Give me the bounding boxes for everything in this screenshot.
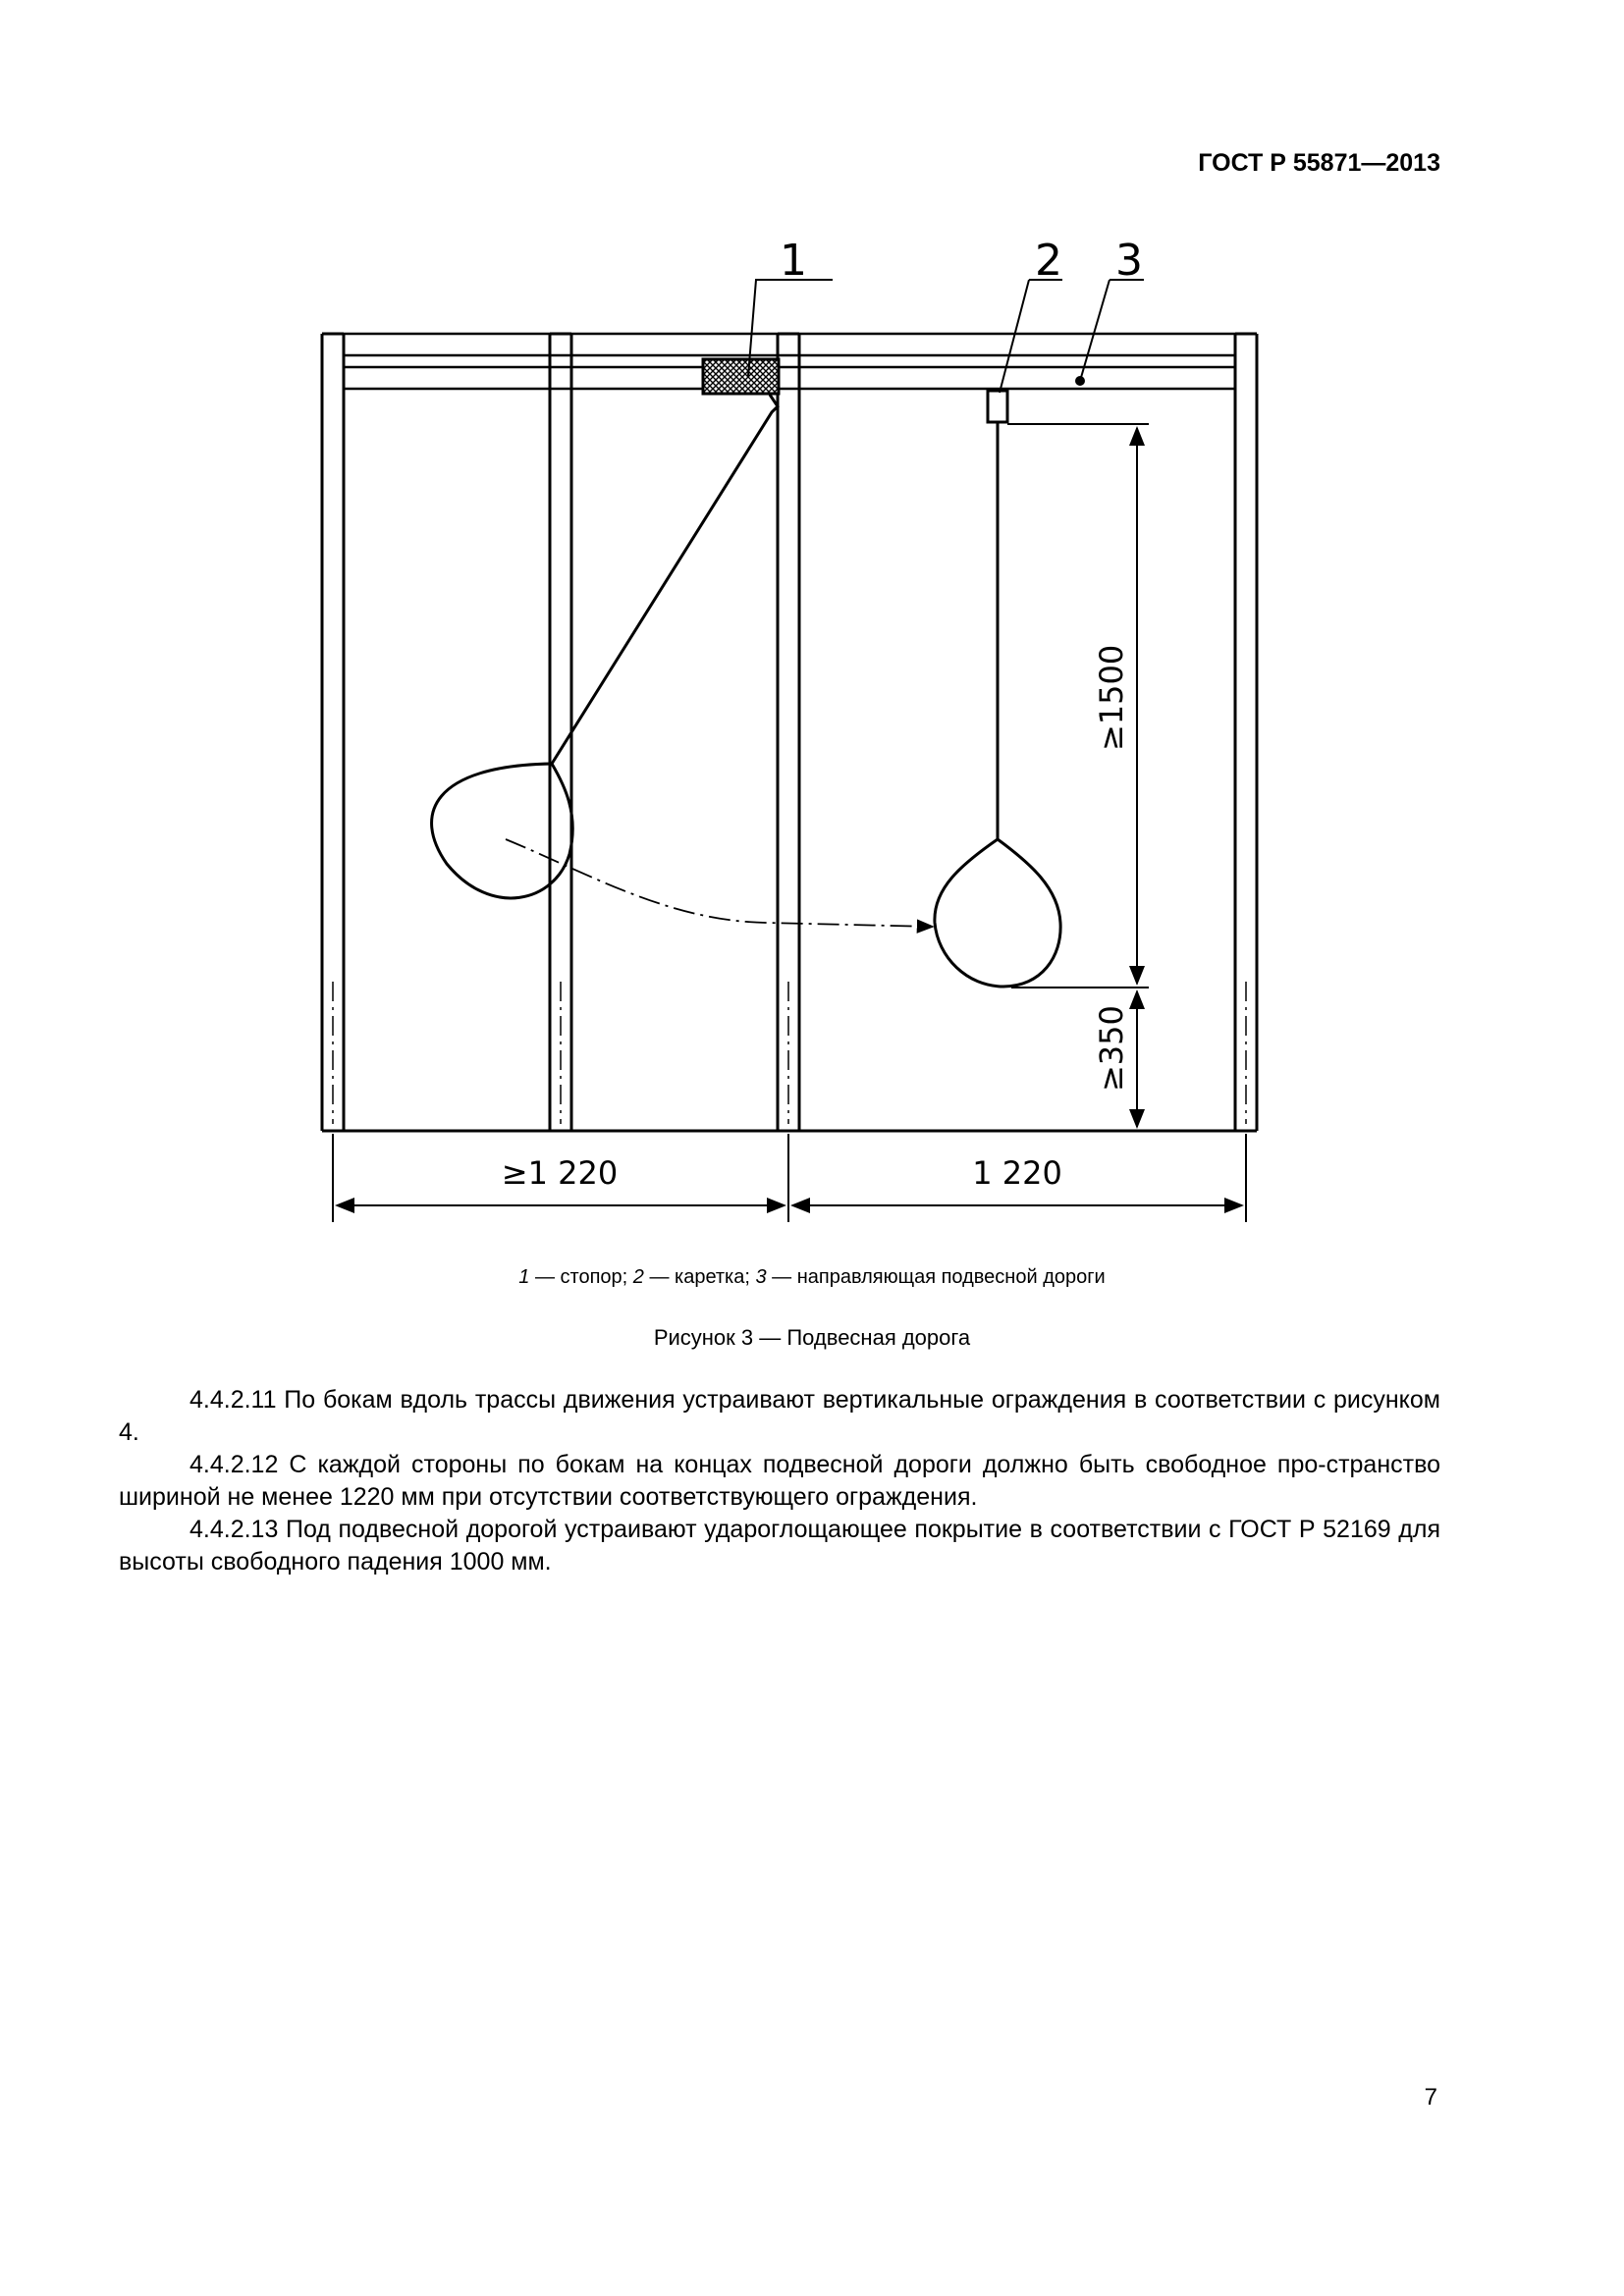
legend-num-2: 2	[632, 1266, 644, 1288]
dim-height-min: ≥1500	[1093, 644, 1130, 751]
callout-3: 3	[1115, 236, 1143, 286]
horizontal-dimensions	[333, 1134, 1246, 1222]
legend-num-3: 3	[755, 1266, 767, 1288]
carriage-block	[988, 391, 1007, 422]
figure-caption: Рисунок 3 — Подвесная дорога	[653, 1325, 971, 1350]
legend-text-2: — каретка;	[643, 1266, 756, 1288]
legend-text-3: — направляющая подвесной дороги	[766, 1266, 1106, 1288]
callout-numbers	[780, 236, 1143, 286]
callout-1: 1	[780, 236, 807, 286]
legend-num-1: 1	[518, 1266, 530, 1288]
paragraph-4-4-2-11: 4.4.2.11 По бокам вдоль трассы движения устраивают вертикальные ограждения в соответствии с рисунком 4.	[119, 1386, 1440, 1446]
dim-width-right: 1 220	[972, 1154, 1062, 1192]
dim-clearance-min: ≥350	[1093, 1005, 1130, 1092]
figure-legend	[0, 1266, 1624, 1289]
swinging-pendulum	[432, 395, 778, 898]
vertical-dim-labels	[1093, 645, 1130, 1092]
legend-text-1: — стопор;	[529, 1266, 633, 1288]
hanging-pendulum	[935, 422, 1060, 987]
paragraph-4-4-2-13: 4.4.2.13 Под подвесной дорогой устраивают удароглощающее покрытие в соответствии с ГОСТ Р 52169 для высоты свободного падения 1000 мм.	[119, 1516, 1440, 1575]
paragraph-4-4-2-12: 4.4.2.12 С каждой стороны по бокам на концах подвесной дороги должно быть свободное про-странство шириной не менее 1220 мм при отсутствии соответствующего ограждения.	[119, 1451, 1440, 1511]
callout-2: 2	[1035, 236, 1062, 286]
horizontal-dim-labels	[502, 1154, 1062, 1192]
dim-width-left: ≥1 220	[501, 1154, 619, 1192]
document-code: ГОСТ Р 55871—2013	[1198, 149, 1440, 177]
body-text	[119, 1384, 1440, 1578]
callout-leaders	[748, 280, 1144, 393]
stopper-block	[703, 359, 779, 394]
page-number: 7	[1424, 2084, 1437, 2110]
